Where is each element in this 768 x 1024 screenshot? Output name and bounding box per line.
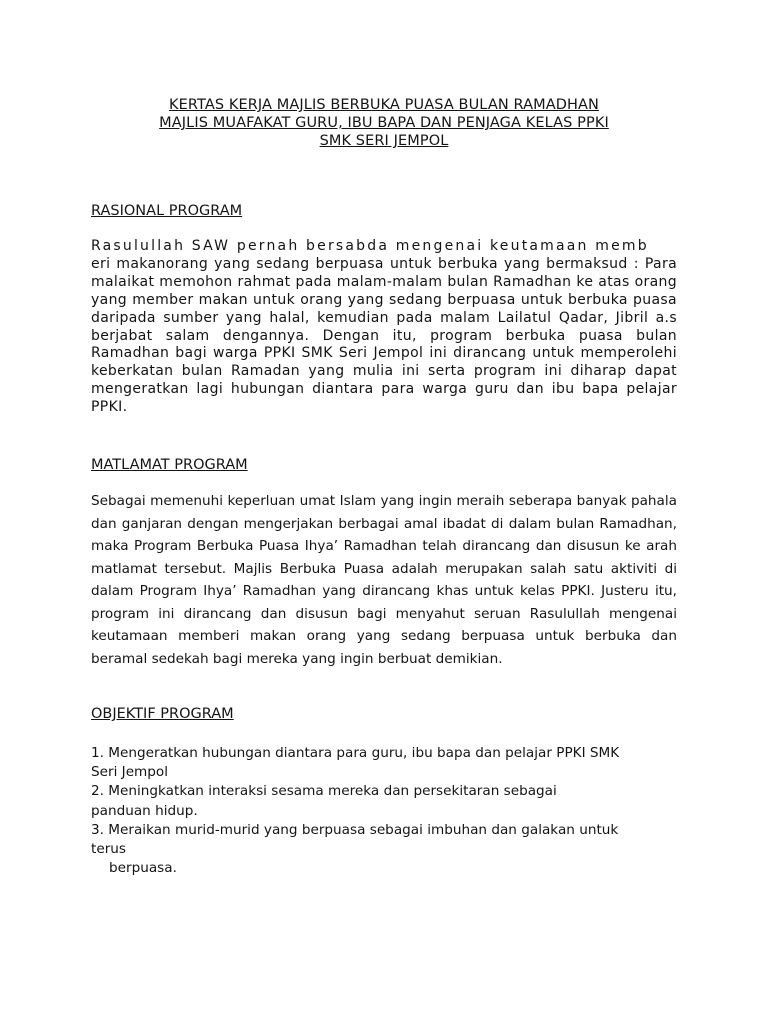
- matlamat-heading: MATLAMAT PROGRAM: [91, 457, 248, 473]
- document-title: [90, 96, 678, 150]
- matlamat-paragraph: Sebagai memenuhi keperluan umat Islam yang ingin meraih seberapa banyak pahala dan ganjaran dengan mengerjakan berbagai amal ibadat di dalam bulan Ramadhan, maka Program Berbuka Puasa Ihya’ Ramadhan telah dirancang dan disusun ke arah matlamat tersebut. Majlis Berbuka Puasa adalah merupakan salah satu aktiviti di dalam Program Ihya’ Ramadhan yang dirancang khas untuk kelas PPKI. Justeru itu, program ini dirancang dan disusun bagi menyahut seruan Rasulullah mengenai keutamaan memberi makan orang yang sedang berpuasa untuk berbuka dan beramal sedekah bagi mereka yang ingin berbuat demikian.: [91, 493, 677, 667]
- title-line-2: MAJLIS MUAFAKAT GURU, IBU BAPA DAN PENJAGA KELAS PPKI: [159, 115, 609, 131]
- objektif-heading: OBJEKTIF PROGRAM: [91, 706, 234, 722]
- objektif-item-3-line-1: 3. Meraikan murid-murid yang berpuasa sebagai imbuhan dan galakan untuk: [91, 821, 619, 838]
- objektif-item-3-line-2: terus: [91, 841, 126, 858]
- objektif-item-2-line-2: panduan hidup.: [91, 802, 198, 819]
- objektif-item-1-line-2: Seri Jempol: [91, 764, 169, 781]
- rasional-paragraph: [91, 238, 677, 417]
- objektif-item-2-line-1: 2. Meningkatkan interaksi sesama mereka dan persekitaran sebagai: [91, 783, 557, 800]
- rasional-heading: RASIONAL PROGRAM: [91, 203, 243, 219]
- objektif-item-1-line-1: 1. Mengeratkan hubungan diantara para guru, ibu bapa dan pelajar PPKI SMK: [91, 745, 620, 761]
- objektif-list: [91, 744, 691, 878]
- rasional-first-line: Rasulullah SAW pernah bersabda mengenai keutamaan memb: [91, 238, 649, 254]
- title-line-3: SMK SERI JEMPOL: [319, 133, 449, 149]
- objektif-item-3-line-3: berpuasa.: [109, 860, 177, 877]
- rasional-body: eri makanorang yang sedang berpuasa untuk berbuka yang bermaksud : Para malaikat memohon rahmat pada malam-malam bulan Ramadhan ke atas orang yang member makan untuk orang yang sedang berpuasa untuk berbuka puasa daripada sumber yang halal, kemudian pada malam Lailatul Qadar, Jibril a.s berjabat salam dengannya. Dengan itu, program berbuka puasa bulan Ramadhan bagi warga PPKI SMK Seri Jempol ini dirancang untuk memperolehi keberkatan bulan Ramadan yang mulia ini serta program ini diharap dapat mengeratkan lagi hubungan diantara para warga guru dan ibu bapa pelajar PPKI.: [91, 255, 677, 416]
- title-line-1: KERTAS KERJA MAJLIS BERBUKA PUASA BULAN RAMADHAN: [169, 97, 599, 113]
